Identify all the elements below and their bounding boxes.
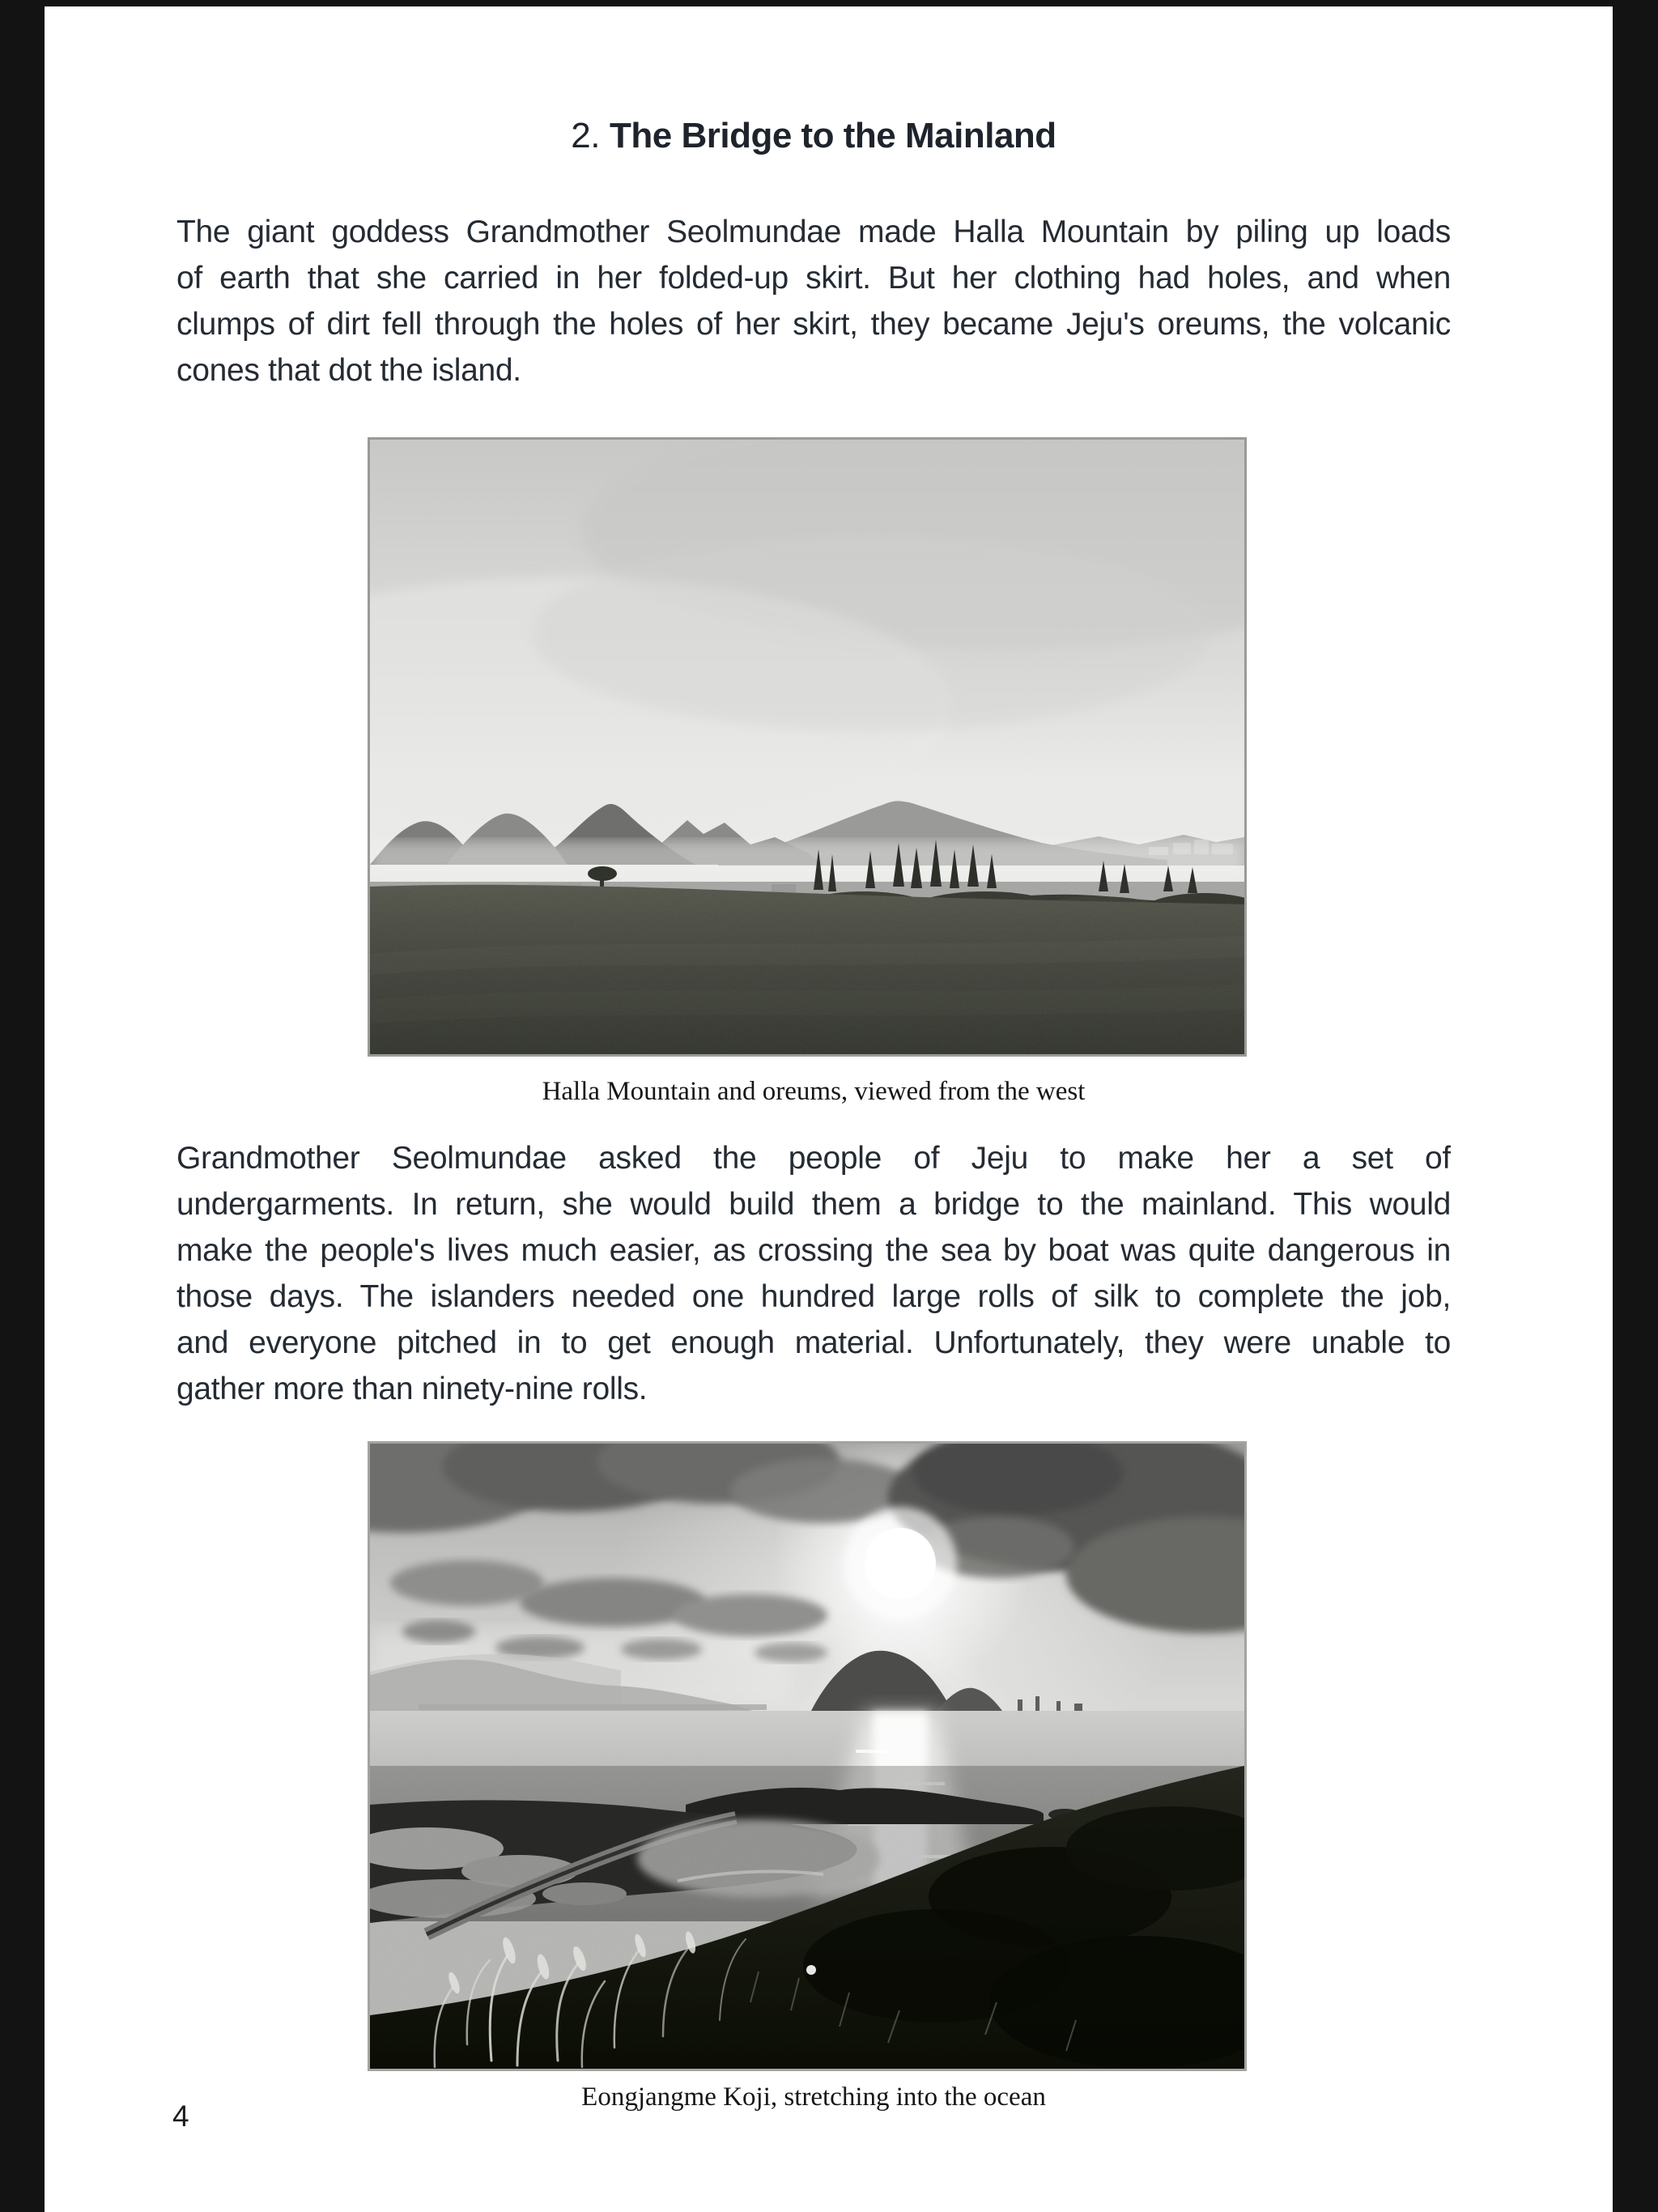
chapter-heading (176, 113, 1451, 159)
paragraph-line: of earth that she carried in her folded-up skirt. But her clothing had holes, and when (176, 261, 1451, 296)
page-number: 4 (172, 2099, 189, 2133)
eongjangme-koji-photo (370, 1444, 1244, 2069)
paragraph-line: and everyone pitched in to get enough material. Unfortunately, they were unable to (176, 1325, 1451, 1360)
paragraph-line: gather more than ninety-nine rolls. (176, 1372, 648, 1406)
figure-caption: Eongjangme Koji, stretching into the ocean (581, 2082, 1046, 2112)
paragraph-line: clumps of dirt fell through the holes of her skirt, they became Jeju's oreums, the volcanic (176, 307, 1451, 342)
paragraph-line: undergarments. In return, she would build them a bridge to the mainland. This would (176, 1187, 1451, 1222)
chapter-title: The Bridge to the Mainland (610, 116, 1056, 155)
field (370, 882, 1244, 1054)
foreground (370, 1766, 1244, 2069)
sun (865, 1528, 936, 1599)
bright-flower-dot (806, 1965, 816, 1975)
halla-mountain-photo (370, 440, 1244, 1054)
paragraph-line: Grandmother Seolmundae asked the people of Jeju to make her a set of (176, 1141, 1451, 1176)
figure-eongjangme-koji (368, 1441, 1247, 2071)
paragraph-line: cones that dot the island. (176, 353, 521, 388)
book-page (45, 6, 1613, 2212)
paragraph-line: make the people's lives much easier, as crossing the sea by boat was quite dangerous in (176, 1233, 1451, 1268)
paragraph-line: The giant goddess Grandmother Seolmundae made Halla Mountain by piling up loads (176, 215, 1451, 249)
paragraph-1 (176, 209, 1451, 393)
chapter-number: 2. (571, 116, 600, 155)
paragraph-line: those days. The islanders needed one hundred large rolls of silk to complete the job, (176, 1279, 1451, 1314)
figure-halla-mountain (368, 437, 1247, 1057)
figure-caption: Halla Mountain and oreums, viewed from the west (542, 1077, 1086, 1106)
paragraph-2 (176, 1135, 1451, 1412)
